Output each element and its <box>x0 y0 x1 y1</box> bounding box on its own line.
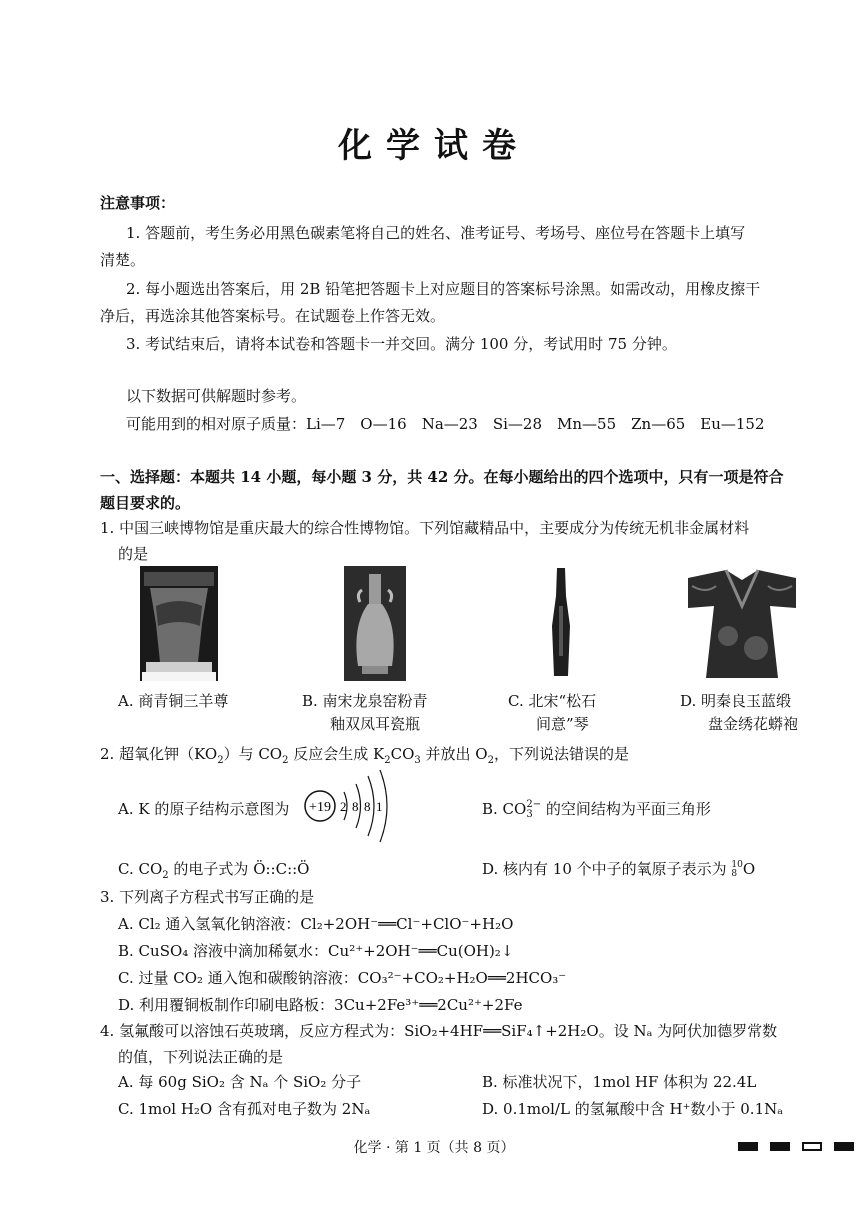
guqin-image <box>548 566 574 681</box>
q1-option-a: A. 商青铜三羊尊 <box>118 692 229 710</box>
q2-stem-part: 并放出 O <box>420 745 488 763</box>
co2-electron-formula: Ö::C::Ö <box>253 860 310 878</box>
page-footer: 化学 · 第 1 页（共 8 页） <box>353 1140 515 1156</box>
mass-number: 10 <box>731 860 743 870</box>
nucleus-label: +19 <box>309 800 331 815</box>
q2-stem-part: 2. 超氧化钾（KO <box>100 745 218 763</box>
notice-item-1a: 1. 答题前，考生务必用黑色碳素笔将自己的姓名、准考证号、考场号、座位号在答题卡上填写 <box>126 224 746 242</box>
section-heading-b: 题目要求的。 <box>100 494 191 512</box>
bronze-zun-image <box>140 566 218 681</box>
alignment-mark <box>770 1142 790 1151</box>
python-robe-image <box>686 566 798 681</box>
section-heading-a: 一、选择题：本题共 14 小题，每小题 3 分，共 42 分。在每小题给出的四个选项中，只有一项是符合 <box>100 468 784 486</box>
shell-count-4: 1 <box>376 799 383 814</box>
q2-stem-part: ，下列说法错误的是 <box>493 745 629 763</box>
notice-item-2b: 净后，再选涂其他答案标号。在试题卷上作答无效。 <box>100 307 446 325</box>
q2-b-sub: 3 <box>526 809 533 820</box>
shell-count-1: 2 <box>340 799 347 814</box>
q2-stem-part: ）与 CO <box>223 745 283 763</box>
alignment-mark <box>802 1142 822 1151</box>
q3-option-d: D. 利用覆铜板制作印刷电路板：3Cu+2Fe³⁺══2Cu²⁺+2Fe <box>118 996 523 1014</box>
alignment-marks <box>738 1142 854 1151</box>
q4-option-b: B. 标准状况下，1mol HF 体积为 22.4L <box>482 1073 757 1091</box>
q2-stem-part: 反应会生成 K <box>288 745 385 763</box>
q4-option-d: D. 0.1mol/L 的氢氟酸中含 H⁺数小于 0.1Nₐ <box>482 1100 784 1118</box>
q2-b-text: B. CO <box>482 800 527 818</box>
q2-b-text: 的空间结构为平面三角形 <box>541 800 711 818</box>
q2-option-d <box>482 858 755 879</box>
q1-option-b-line2: 釉双凤耳瓷瓶 <box>330 715 421 733</box>
q2-stem-part: CO <box>390 745 415 763</box>
alignment-mark <box>738 1142 758 1151</box>
atomic-number: 8 <box>731 869 738 879</box>
notice-heading: 注意事项： <box>100 194 176 212</box>
shell-count-2: 8 <box>352 799 359 814</box>
reference-line-1: 以下数据可供解题时参考。 <box>126 387 307 405</box>
q2-c-sub: 2 <box>162 870 169 881</box>
q2-d-text: D. 核内有 10 个中子的氧原子表示为 <box>482 860 732 878</box>
q2-c-text: 的电子式为 <box>168 860 254 878</box>
q2-b-sup: 2− <box>526 799 542 810</box>
q2-stem-sub: 3 <box>414 755 421 766</box>
q3-option-b: B. CuSO₄ 溶液中滴加稀氨水：Cu²⁺+2OH⁻══Cu(OH)₂↓ <box>118 942 514 960</box>
q2-stem-sub: 2 <box>282 755 289 766</box>
q1-option-b-line1: B. 南宋龙泉窑粉青 <box>302 692 428 710</box>
shell-count-3: 8 <box>364 799 371 814</box>
page-title: 化学试卷 <box>338 126 530 166</box>
q1-option-d-line1: D. 明秦良玉蓝缎 <box>680 692 792 710</box>
q1-option-d-line2: 盘金绣花蟒袍 <box>708 715 799 733</box>
element-symbol: O <box>742 860 756 878</box>
q2-option-b <box>482 798 711 820</box>
notice-item-3: 3. 考试结束后，请将本试卷和答题卡一并交回。满分 100 分，考试用时 75 分钟。 <box>126 335 677 353</box>
q2-stem-sub: 2 <box>217 755 224 766</box>
reference-line-2: 可能用到的相对原子质量：Li—7 O—16 Na—23 Si—28 Mn—55 Zn—65 Eu—152 <box>126 415 765 433</box>
q3-option-c: C. 过量 CO₂ 通入饱和碳酸钠溶液：CO₃²⁻+CO₂+H₂O══2HCO₃⁻ <box>118 969 567 987</box>
q1-stem-b: 的是 <box>118 545 149 563</box>
q4-stem-a: 4. 氢氟酸可以溶蚀石英玻璃，反应方程式为：SiO₂+4HF══SiF₄↑+2H₂O。设 Nₐ 为阿伏加德罗常数 <box>100 1022 778 1040</box>
atomic-structure-diagram <box>302 766 392 846</box>
q3-stem: 3. 下列离子方程式书写正确的是 <box>100 888 315 906</box>
notice-item-1b: 清楚。 <box>100 251 146 269</box>
celadon-vase-image <box>344 566 406 681</box>
q2-stem <box>100 743 629 766</box>
notice-item-2a: 2. 每小题选出答案后，用 2B 铅笔把答题卡上对应题目的答案标号涂黑。如需改动，用橡皮擦干 <box>126 280 761 298</box>
q1-stem-a: 1. 中国三峡博物馆是重庆最大的综合性博物馆。下列馆藏精品中，主要成分为传统无机非金属材料 <box>100 519 750 537</box>
q1-option-c-line1: C. 北宋“松石 <box>508 692 597 710</box>
q3-option-a: A. Cl₂ 通入氢氧化钠溶液：Cl₂+2OH⁻══Cl⁻+ClO⁻+H₂O <box>118 915 514 933</box>
q2-stem-sub: 2 <box>487 755 494 766</box>
q2-stem-sub: 2 <box>384 755 391 766</box>
q4-option-c: C. 1mol H₂O 含有孤对电子数为 2Nₐ <box>118 1100 371 1118</box>
q2-c-text: C. CO <box>118 860 163 878</box>
q2-option-c <box>118 858 309 881</box>
alignment-mark <box>834 1142 854 1151</box>
q2-option-a-text: A. K 的原子结构示意图为 <box>118 800 290 818</box>
q4-stem-b: 的值，下列说法正确的是 <box>118 1048 284 1066</box>
q4-option-a: A. 每 60g SiO₂ 含 Nₐ 个 SiO₂ 分子 <box>118 1073 362 1091</box>
q1-option-c-line2: 间意”琴 <box>536 715 589 733</box>
